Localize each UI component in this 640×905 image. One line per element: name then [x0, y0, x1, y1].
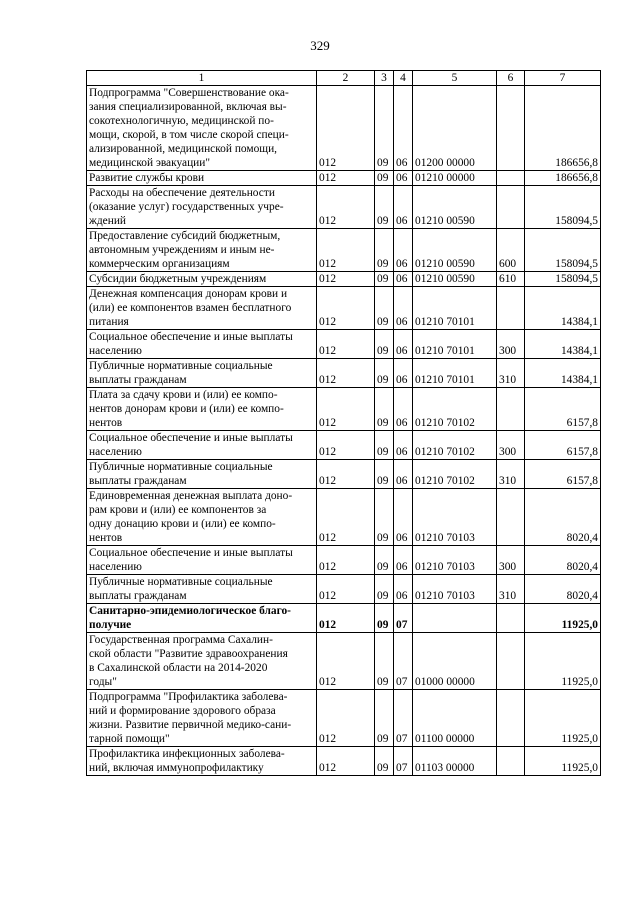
expense-type-code: [497, 633, 525, 690]
target-article-code: [413, 604, 497, 633]
table-row: [87, 431, 601, 460]
row-name-line: медицинской эвакуации": [89, 157, 211, 169]
row-name-line: Расходы на обеспечение деятельности: [89, 187, 275, 199]
amount: 11925,0: [525, 690, 601, 747]
publisher-code: 012: [317, 171, 375, 186]
target-article-code: 01210 70102: [413, 388, 497, 431]
amount: 14384,1: [525, 287, 601, 330]
subsection-code: 07: [394, 690, 413, 747]
section-code: 09: [375, 604, 394, 633]
row-name-line: сокотехнологичную, медицинской по-: [89, 115, 274, 127]
row-name-line: Социальное обеспечение и иные выплаты: [89, 331, 293, 343]
page-number: 329: [310, 38, 330, 53]
publisher-code: 012: [317, 186, 375, 229]
publisher-code: 012: [317, 431, 375, 460]
amount: 6157,8: [525, 460, 601, 489]
table-row: [87, 747, 601, 776]
subsection-code: 06: [394, 229, 413, 272]
publisher-code: 012: [317, 229, 375, 272]
row-name-line: автономным учреждениям и иным не-: [89, 244, 275, 256]
subsection-code: 06: [394, 171, 413, 186]
amount: 11925,0: [525, 747, 601, 776]
row-name: [87, 330, 317, 359]
subsection-code: 06: [394, 489, 413, 546]
section-code: 09: [375, 330, 394, 359]
row-name-line: (оказание услуг) государственных учре-: [89, 201, 284, 213]
target-article-code: 01210 70103: [413, 489, 497, 546]
subsection-code: 06: [394, 330, 413, 359]
row-name-line: выплаты гражданам: [89, 475, 187, 487]
row-name-line: населению: [89, 345, 142, 357]
row-name-line: тарной помощи": [89, 733, 170, 745]
row-name: [87, 171, 317, 186]
table-row: [87, 171, 601, 186]
row-name-line: нентов: [89, 417, 123, 429]
target-article-code: 01210 70101: [413, 359, 497, 388]
row-name: [87, 575, 317, 604]
row-name-line: Плата за сдачу крови и (или) ее компо-: [89, 389, 278, 401]
row-name-line: мощи, скорой, в том числе скорой специ-: [89, 129, 289, 141]
expense-type-code: [497, 186, 525, 229]
row-name-line: выплаты гражданам: [89, 374, 187, 386]
table-row: [87, 388, 601, 431]
subsection-code: 06: [394, 186, 413, 229]
subsection-code: 06: [394, 359, 413, 388]
section-code: 09: [375, 171, 394, 186]
subsection-code: 07: [394, 604, 413, 633]
expense-type-code: 600: [497, 229, 525, 272]
row-name-line: Социальное обеспечение и иные выплаты: [89, 432, 293, 444]
publisher-code: 012: [317, 287, 375, 330]
target-article-code: 01210 00000: [413, 171, 497, 186]
row-name-line: ждений: [89, 215, 127, 227]
amount: 8020,4: [525, 575, 601, 604]
row-name: [87, 431, 317, 460]
table-body: [87, 86, 601, 776]
row-name-line: в Сахалинской области на 2014-2020: [89, 662, 268, 674]
row-name-line: зания специализированной, включая вы-: [89, 101, 287, 113]
subsection-code: 06: [394, 86, 413, 171]
expense-type-code: [497, 747, 525, 776]
column-header: 7: [525, 71, 601, 86]
row-name-line: Развитие службы крови: [89, 172, 205, 184]
amount: 158094,5: [525, 229, 601, 272]
row-name-line: годы": [89, 676, 117, 688]
expense-type-code: 610: [497, 272, 525, 287]
section-code: 09: [375, 633, 394, 690]
table-row: [87, 690, 601, 747]
column-header: 6: [497, 71, 525, 86]
expense-type-code: [497, 171, 525, 186]
table-row: [87, 575, 601, 604]
row-name-line: питания: [89, 316, 129, 328]
target-article-code: 01210 70103: [413, 575, 497, 604]
expense-type-code: 310: [497, 575, 525, 604]
row-name-line: выплаты гражданам: [89, 590, 187, 602]
column-header: 2: [317, 71, 375, 86]
row-name-line: коммерческим организациям: [89, 258, 230, 270]
row-name-line: населению: [89, 446, 142, 458]
amount: 8020,4: [525, 546, 601, 575]
publisher-code: 012: [317, 690, 375, 747]
subsection-code: 07: [394, 747, 413, 776]
row-name: [87, 359, 317, 388]
row-name-line: ской области "Развитие здравоохранения: [89, 648, 288, 660]
row-name: [87, 86, 317, 171]
column-header: 5: [413, 71, 497, 86]
row-name: [87, 272, 317, 287]
row-name-line: получие: [89, 619, 132, 631]
amount: 11925,0: [525, 604, 601, 633]
column-header: 3: [375, 71, 394, 86]
table-row: [87, 229, 601, 272]
target-article-code: 01210 70101: [413, 287, 497, 330]
amount: 11925,0: [525, 633, 601, 690]
target-article-code: 01210 70103: [413, 546, 497, 575]
publisher-code: 012: [317, 359, 375, 388]
row-name: [87, 690, 317, 747]
publisher-code: 012: [317, 489, 375, 546]
row-name: [87, 287, 317, 330]
amount: 8020,4: [525, 489, 601, 546]
section-code: 09: [375, 489, 394, 546]
budget-table: [86, 70, 601, 776]
row-name-line: жизни. Развитие первичной медико-сани-: [89, 719, 292, 731]
column-header: 1: [87, 71, 317, 86]
row-name-line: Единовременная денежная выплата доно-: [89, 490, 293, 502]
expense-type-code: [497, 690, 525, 747]
target-article-code: 01000 00000: [413, 633, 497, 690]
amount: 158094,5: [525, 186, 601, 229]
row-name: [87, 747, 317, 776]
section-code: 09: [375, 229, 394, 272]
section-code: 09: [375, 272, 394, 287]
row-name-line: Подпрограмма "Профилактика заболева-: [89, 691, 288, 703]
table-row: [87, 287, 601, 330]
table-row: [87, 460, 601, 489]
table-row: [87, 186, 601, 229]
row-name: [87, 388, 317, 431]
publisher-code: 012: [317, 86, 375, 171]
amount: 186656,8: [525, 86, 601, 171]
publisher-code: 012: [317, 388, 375, 431]
row-name: [87, 604, 317, 633]
expense-type-code: 310: [497, 460, 525, 489]
row-name-line: (или) ее компонентов взамен бесплатного: [89, 302, 292, 314]
row-name-line: Публичные нормативные социальные: [89, 576, 273, 588]
subsection-code: 06: [394, 388, 413, 431]
amount: 158094,5: [525, 272, 601, 287]
publisher-code: 012: [317, 546, 375, 575]
row-name-line: ализированной, медицинской помощи,: [89, 143, 278, 155]
row-name: [87, 633, 317, 690]
expense-type-code: [497, 86, 525, 171]
subsection-code: 06: [394, 287, 413, 330]
table-row: [87, 604, 601, 633]
table-row: [87, 272, 601, 287]
row-name-line: ний и формирование здорового образа: [89, 705, 276, 717]
target-article-code: 01210 70102: [413, 460, 497, 489]
row-name: [87, 489, 317, 546]
section-code: 09: [375, 546, 394, 575]
section-code: 09: [375, 287, 394, 330]
section-code: 09: [375, 86, 394, 171]
table-row: [87, 359, 601, 388]
row-name-line: Санитарно-эпидемиологическое благо-: [89, 605, 291, 617]
publisher-code: 012: [317, 330, 375, 359]
section-code: 09: [375, 186, 394, 229]
publisher-code: 012: [317, 604, 375, 633]
subsection-code: 07: [394, 633, 413, 690]
amount: 14384,1: [525, 330, 601, 359]
amount: 186656,8: [525, 171, 601, 186]
row-name: [87, 229, 317, 272]
table-row: [87, 489, 601, 546]
row-name-line: Денежная компенсация донорам крови и: [89, 288, 288, 300]
row-name-line: Социальное обеспечение и иные выплаты: [89, 547, 293, 559]
expense-type-code: 300: [497, 330, 525, 359]
row-name: [87, 186, 317, 229]
row-name-line: нентов донорам крови и (или) ее компо-: [89, 403, 284, 415]
row-name: [87, 546, 317, 575]
expense-type-code: [497, 287, 525, 330]
target-article-code: 01210 70102: [413, 431, 497, 460]
row-name-line: ний, включая иммунопрофилактику: [89, 762, 264, 774]
target-article-code: 01210 70101: [413, 330, 497, 359]
row-name-line: Предоставление субсидий бюджетным,: [89, 230, 281, 242]
expense-type-code: 300: [497, 546, 525, 575]
expense-type-code: 310: [497, 359, 525, 388]
row-name-line: Профилактика инфекционных заболева-: [89, 748, 285, 760]
target-article-code: 01210 00590: [413, 186, 497, 229]
expense-type-code: [497, 388, 525, 431]
expense-type-code: [497, 604, 525, 633]
section-code: 09: [375, 388, 394, 431]
subsection-code: 06: [394, 575, 413, 604]
target-article-code: 01103 00000: [413, 747, 497, 776]
row-name-line: рам крови и (или) ее компонентов за: [89, 504, 267, 516]
column-header: 4: [394, 71, 413, 86]
publisher-code: 012: [317, 272, 375, 287]
publisher-code: 012: [317, 633, 375, 690]
subsection-code: 06: [394, 272, 413, 287]
subsection-code: 06: [394, 460, 413, 489]
target-article-code: 01100 00000: [413, 690, 497, 747]
expense-type-code: 300: [497, 431, 525, 460]
row-name-line: Государственная программа Сахалин-: [89, 634, 273, 646]
target-article-code: 01210 00590: [413, 229, 497, 272]
row-name-line: Субсидии бюджетным учреждениям: [89, 273, 267, 285]
row-name-line: Публичные нормативные социальные: [89, 360, 273, 372]
amount: 6157,8: [525, 431, 601, 460]
publisher-code: 012: [317, 575, 375, 604]
amount: 6157,8: [525, 388, 601, 431]
subsection-code: 06: [394, 431, 413, 460]
section-code: 09: [375, 431, 394, 460]
row-name: [87, 460, 317, 489]
table-row: [87, 330, 601, 359]
section-code: 09: [375, 747, 394, 776]
section-code: 09: [375, 359, 394, 388]
section-code: 09: [375, 575, 394, 604]
section-code: 09: [375, 690, 394, 747]
publisher-code: 012: [317, 460, 375, 489]
section-code: 09: [375, 460, 394, 489]
table-row: [87, 633, 601, 690]
target-article-code: 01200 00000: [413, 86, 497, 171]
expense-type-code: [497, 489, 525, 546]
row-name-line: нентов: [89, 532, 123, 544]
subsection-code: 06: [394, 546, 413, 575]
row-name-line: одну донацию крови и (или) ее компо-: [89, 518, 276, 530]
table-row: [87, 86, 601, 171]
row-name-line: Подпрограмма "Совершенствование ока-: [89, 87, 289, 99]
row-name-line: Публичные нормативные социальные: [89, 461, 273, 473]
row-name-line: населению: [89, 561, 142, 573]
header-row: [87, 71, 601, 86]
target-article-code: 01210 00590: [413, 272, 497, 287]
amount: 14384,1: [525, 359, 601, 388]
publisher-code: 012: [317, 747, 375, 776]
table-row: [87, 546, 601, 575]
